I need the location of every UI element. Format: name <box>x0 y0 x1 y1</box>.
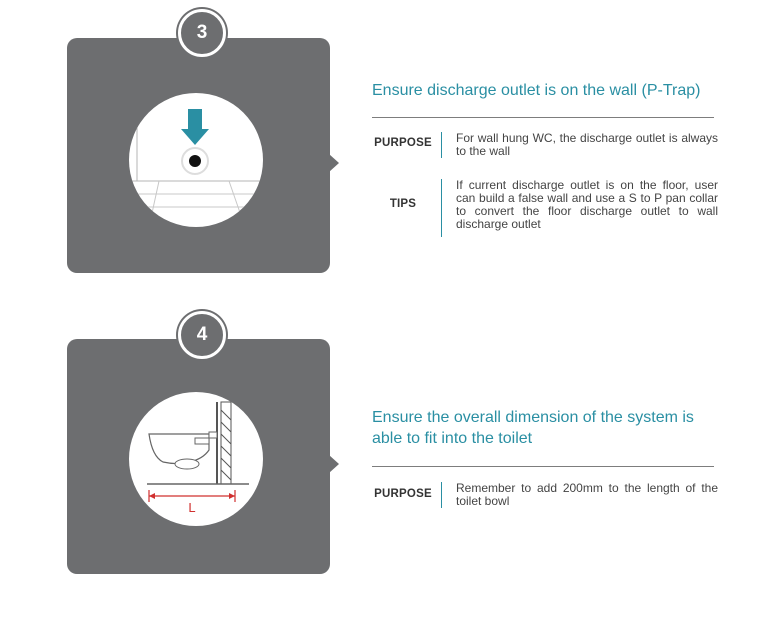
step-number-badge: 4 <box>178 311 226 359</box>
step-4-illustration <box>129 392 263 526</box>
step-4-headline: Ensure the overall dimension of the system is able to fit into the toilet <box>372 409 694 447</box>
step-number-badge: 3 <box>178 9 226 57</box>
tips-text: If current discharge outlet is on the floor, user can build a false wall and use a S to P pan collar to convert the floor discharge outlet to wall discharge outlet <box>456 178 718 231</box>
step-3-card <box>67 38 330 273</box>
row-bar <box>441 179 442 237</box>
dimension-label: L <box>188 500 196 515</box>
divider <box>372 117 714 118</box>
wall-outlet-arrow-icon <box>129 93 263 227</box>
row-bar <box>441 482 442 508</box>
wall-hung-toilet-dimension-icon <box>129 392 263 526</box>
tips-label: TIPS <box>389 198 417 210</box>
step-3-headline: Ensure discharge outlet is on the wall (P-Trap) <box>372 82 701 99</box>
purpose-label: PURPOSE <box>374 488 432 500</box>
divider <box>372 466 714 467</box>
purpose-text: For wall hung WC, the discharge outlet is always to the wall <box>456 131 718 158</box>
card-pointer <box>329 455 339 473</box>
card-pointer <box>329 154 339 172</box>
purpose-label: PURPOSE <box>374 137 432 149</box>
step-3-illustration <box>129 93 263 227</box>
purpose-text: Remember to add 200mm to the length of the toilet bowl <box>456 481 718 508</box>
step-4-card <box>67 339 330 574</box>
row-bar <box>441 132 442 158</box>
